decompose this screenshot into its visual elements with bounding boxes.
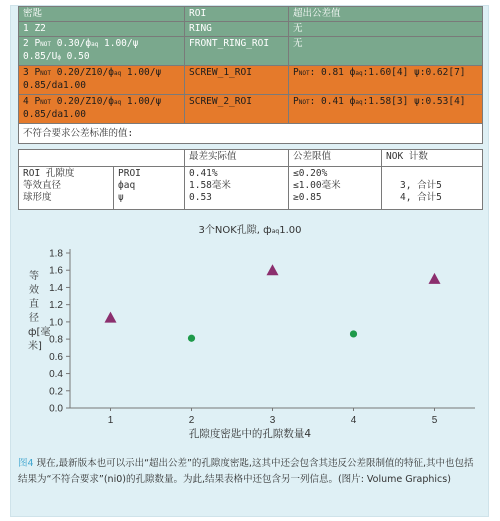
stats-header-limit: 公差限值 [289, 150, 382, 167]
stat-limit: ≤1.00毫米 [293, 180, 341, 191]
nonconform-title: 不符合要求公差标准的值: [19, 124, 483, 144]
stat-name: 球形度 [23, 192, 52, 203]
x-tick-label: 1 [107, 415, 114, 426]
y-tick-label: 0.8 [49, 334, 63, 346]
row3-roi: SCREW_1_ROI [185, 66, 289, 95]
row4-key: 4 PNOT 0.20/Z10/фaq 1.00/ψ 0.85/da1.00 [19, 95, 185, 124]
data-point-triangle [429, 273, 441, 284]
stat-worst: 1.58毫米 [189, 180, 231, 191]
y-tick-label: 1.2 [49, 300, 63, 312]
row3-key: 3 PNOT 0.20/Z10/фaq 1.00/ψ 0.85/da1.00 [19, 66, 185, 95]
row1-key: 1 Z2 [19, 22, 185, 37]
header-out-of-tolerance: 超出公差值 [289, 7, 483, 22]
row3-value: PNOT: 0.81 фaq:1.60[4] ψ:0.62[7] [289, 66, 483, 95]
header-key: 密匙 [19, 7, 185, 22]
row4-roi: SCREW_2_ROI [185, 95, 289, 124]
stat-worst: 0.53 [189, 192, 212, 203]
data-point-circle [350, 330, 357, 337]
y-tick-label: 1.0 [49, 317, 63, 329]
y-tick-label: 1.8 [49, 248, 63, 260]
stat-worst: 0.41% [189, 168, 218, 179]
stat-name: 等效直径 [23, 180, 62, 191]
data-point-triangle [267, 264, 279, 275]
data-point-circle [188, 335, 195, 342]
row2-key: 2 PNOT 0.30/фaq 1.00/ψ 0.85/Uф 0.50 [19, 37, 185, 66]
row1-value: 无 [289, 22, 483, 37]
y-tick-label: 0.6 [49, 351, 63, 363]
y-tick-label: 0.0 [49, 403, 63, 415]
x-tick-label: 5 [431, 415, 438, 426]
stats-header-worst: 最差实际值 [185, 150, 289, 167]
stat-symbol: ψ [118, 192, 124, 203]
chart-title: 3个NOK孔隙, фaq1.00 [198, 225, 302, 236]
x-tick-label: 2 [188, 415, 195, 426]
figure-caption [18, 456, 480, 488]
stat-symbol: фaq [118, 180, 136, 191]
data-point-triangle [105, 312, 117, 323]
row2-roi: FRONT_RING_ROI [185, 37, 289, 66]
y-tick-label: 1.4 [49, 282, 63, 294]
caption-text: 现在,最新版本也可以示出“超出公差”的孔隙度密匙,这其中还会包含其违反公差限制值的特征,其中也包括结果为“不符合要求”(ni0)的孔隙数量。为此,结果表格中还包含另一列信息。(图片: Volume Graphics) [18, 458, 474, 485]
stat-limit: ≥0.85 [293, 192, 322, 203]
row1-roi: RING [185, 22, 289, 37]
stat-limit: ≤0.20% [293, 168, 328, 179]
header-roi: ROI [185, 7, 289, 22]
y-tick-label: 0.2 [49, 386, 63, 398]
x-tick-label: 4 [350, 415, 357, 426]
figure-number: 图4 [18, 458, 34, 469]
x-tick-label: 3 [269, 415, 276, 426]
y-axis-label: 等效直径ф[毫米] [28, 271, 51, 352]
stat-nok: 3, 合计5 [400, 180, 442, 191]
stat-symbol: PROI [118, 168, 141, 179]
stat-name: ROI 孔隙度 [23, 168, 75, 179]
row2-value: 无 [289, 37, 483, 66]
stat-nok: 4, 合计5 [400, 192, 442, 203]
x-axis-label: 孔隙度密匙中的孔隙数量4 [188, 428, 312, 440]
y-tick-label: 0.4 [49, 369, 63, 381]
y-tick-label: 1.6 [49, 265, 63, 277]
stats-header-nok: NOK 计数 [382, 150, 483, 167]
row4-value: PNOT: 0.41 фaq:1.58[3] ψ:0.53[4] [289, 95, 483, 124]
